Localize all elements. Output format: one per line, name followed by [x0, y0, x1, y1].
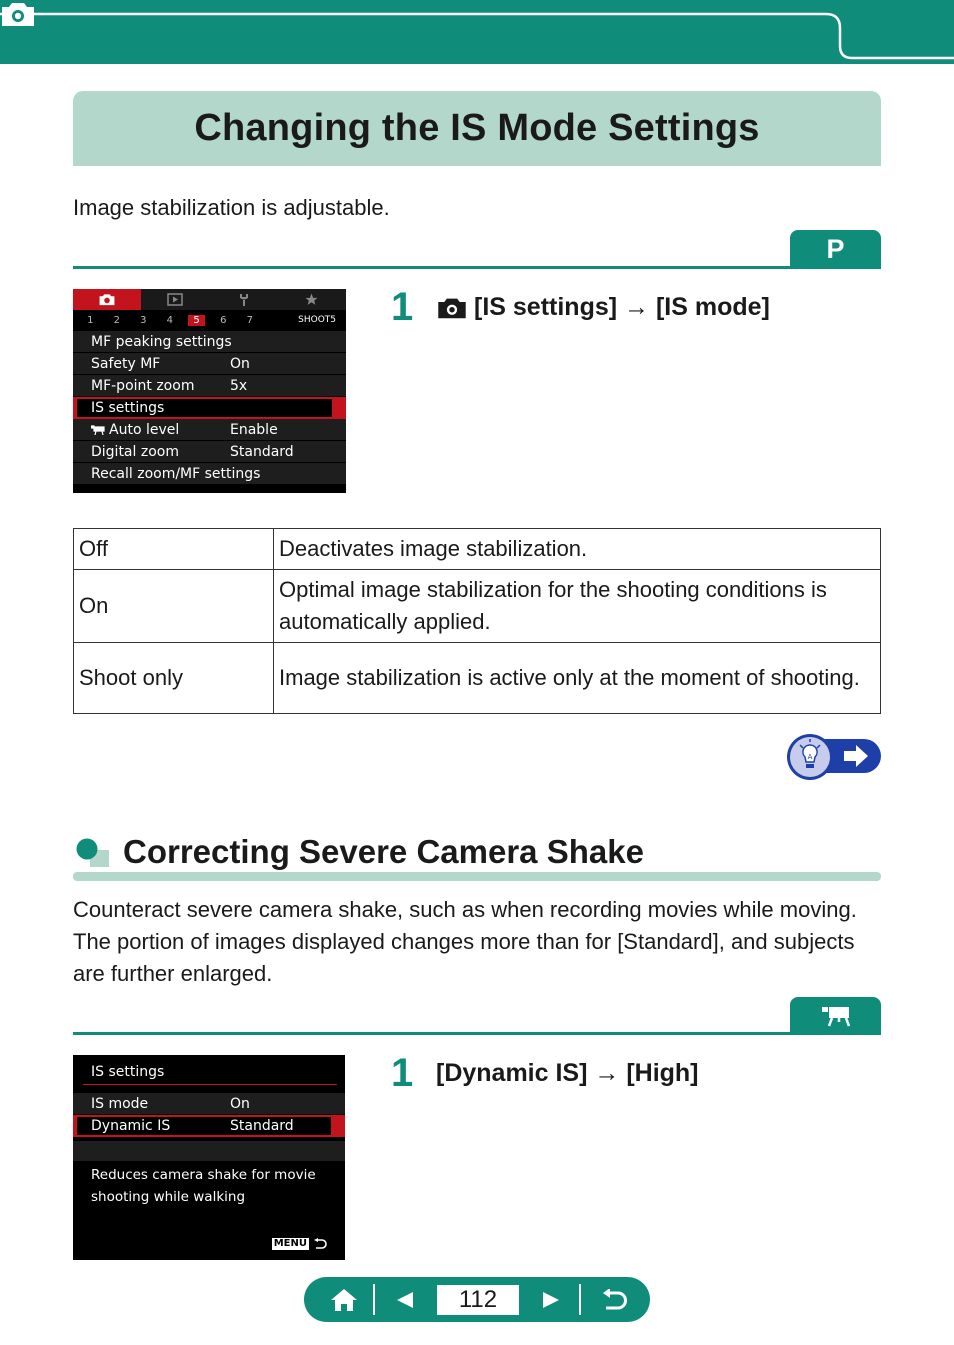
page-number: 4	[166, 315, 173, 326]
arrow-left-icon	[395, 1290, 415, 1310]
camera-menu-screen	[73, 1055, 345, 1260]
wrench-icon	[238, 293, 250, 307]
step-text: [Dynamic IS] → [High]	[436, 1059, 699, 1087]
back-button[interactable]	[594, 1277, 634, 1322]
option-name: Off	[74, 529, 274, 570]
camera-icon	[436, 296, 468, 320]
menu-row	[73, 331, 346, 353]
menu-row-key: Safety MF	[91, 355, 161, 372]
menu-row	[73, 375, 346, 397]
camera-icon	[98, 293, 116, 306]
table-row	[74, 529, 881, 570]
page-number-current: 5	[188, 315, 205, 326]
tip-link-icon[interactable]	[786, 733, 882, 781]
page-title: Changing the IS Mode Settings	[194, 107, 760, 149]
section-body-text: Counteract severe camera shake, such as when recording movies while moving. The portion of images displayed changes more than for [Standard], and subjects are further enlarged.	[73, 897, 857, 986]
section-heading: Correcting Severe Camera Shake	[123, 833, 644, 870]
page-number: 112	[437, 1285, 519, 1315]
tab-shoot	[73, 289, 141, 310]
mode-rule	[73, 1032, 881, 1035]
menu-row-value: Standard	[230, 1118, 294, 1134]
menu-footer	[272, 1238, 327, 1250]
camera-menu-screen	[73, 289, 346, 493]
menu-row-value: 5x	[230, 377, 248, 394]
menu-description-text: Reduces camera shake for movie shooting while walking	[91, 1167, 316, 1205]
previous-page-button[interactable]	[388, 1277, 422, 1322]
movie-camera-icon	[821, 1004, 851, 1028]
svg-text:A: A	[807, 753, 813, 761]
option-description: Optimal image stabilization for the shooting conditions is automatically applied.	[274, 570, 881, 643]
page-number: 2	[113, 315, 120, 326]
movie-camera-icon	[91, 425, 105, 435]
shooting-mode-badge: P	[790, 230, 881, 268]
page-title-box	[73, 91, 881, 166]
step-number: 1	[391, 285, 414, 329]
menu-screen-title: IS settings	[83, 1055, 337, 1085]
section-rule	[73, 872, 881, 881]
menu-row	[73, 463, 346, 485]
menu-row-key: Dynamic IS	[91, 1118, 171, 1134]
page-number: 7	[246, 315, 253, 326]
menu-row-selected	[73, 397, 346, 419]
tab-playback	[141, 289, 209, 310]
menu-row	[73, 353, 346, 375]
home-button[interactable]	[322, 1277, 366, 1322]
menu-row-value: Enable	[230, 421, 278, 438]
menu-row-key: Recall zoom/MF settings	[91, 465, 261, 482]
menu-row-key: Auto level	[109, 421, 180, 438]
section-bullet-icon	[76, 838, 110, 868]
page-number: 6	[220, 315, 227, 326]
tab-setup	[210, 289, 278, 310]
return-icon	[601, 1289, 627, 1311]
menu-row-key: Digital zoom	[91, 443, 179, 460]
option-name: On	[74, 570, 274, 643]
playback-icon	[167, 293, 183, 306]
nav-separator	[579, 1284, 581, 1315]
bottom-navigation	[304, 1277, 650, 1322]
nav-separator	[373, 1284, 375, 1315]
menu-row-value: On	[230, 355, 250, 372]
menu-row	[73, 441, 346, 463]
menu-row-key: MF-point zoom	[91, 377, 195, 394]
menu-page-numbers	[73, 310, 346, 331]
option-name: Shoot only	[74, 643, 274, 714]
step-text: [IS settings] → [IS mode]	[474, 293, 770, 321]
star-icon	[305, 293, 318, 306]
home-icon	[330, 1288, 358, 1312]
option-description: Image stabilization is active only at the moment of shooting.	[274, 643, 881, 714]
menu-button-label: MENU	[273, 1238, 307, 1249]
shooting-mode-badge	[790, 997, 881, 1035]
camera-icon	[0, 0, 36, 28]
menu-row	[73, 419, 346, 441]
menu-row-value: Standard	[230, 443, 294, 460]
menu-row-key: IS settings	[91, 400, 165, 416]
menu-row-key: IS mode	[91, 1095, 149, 1112]
menu-row-key: MF peaking settings	[91, 333, 232, 350]
return-icon	[313, 1238, 327, 1250]
menu-tabs	[73, 289, 346, 310]
menu-tab-label: SHOOT5	[298, 315, 336, 325]
menu-row-selected	[73, 1115, 345, 1137]
page-number: 3	[140, 315, 147, 326]
table-row	[74, 570, 881, 643]
next-page-button[interactable]	[534, 1277, 568, 1322]
menu-row	[73, 1093, 345, 1115]
top-bar	[0, 0, 954, 64]
arrow-right-icon	[541, 1290, 561, 1310]
option-description: Deactivates image stabilization.	[274, 529, 881, 570]
menu-spacer	[73, 1141, 345, 1161]
table-row	[74, 643, 881, 714]
step-instruction	[436, 1059, 699, 1088]
menu-row-value: On	[230, 1095, 250, 1112]
page-number: 1	[87, 315, 94, 326]
tab-my-menu	[278, 289, 346, 310]
is-mode-options-table	[73, 528, 881, 714]
intro-text: Image stabilization is adjustable.	[73, 195, 390, 220]
mode-rule	[73, 266, 881, 269]
step-number: 1	[391, 1051, 414, 1095]
step-instruction	[436, 293, 770, 322]
